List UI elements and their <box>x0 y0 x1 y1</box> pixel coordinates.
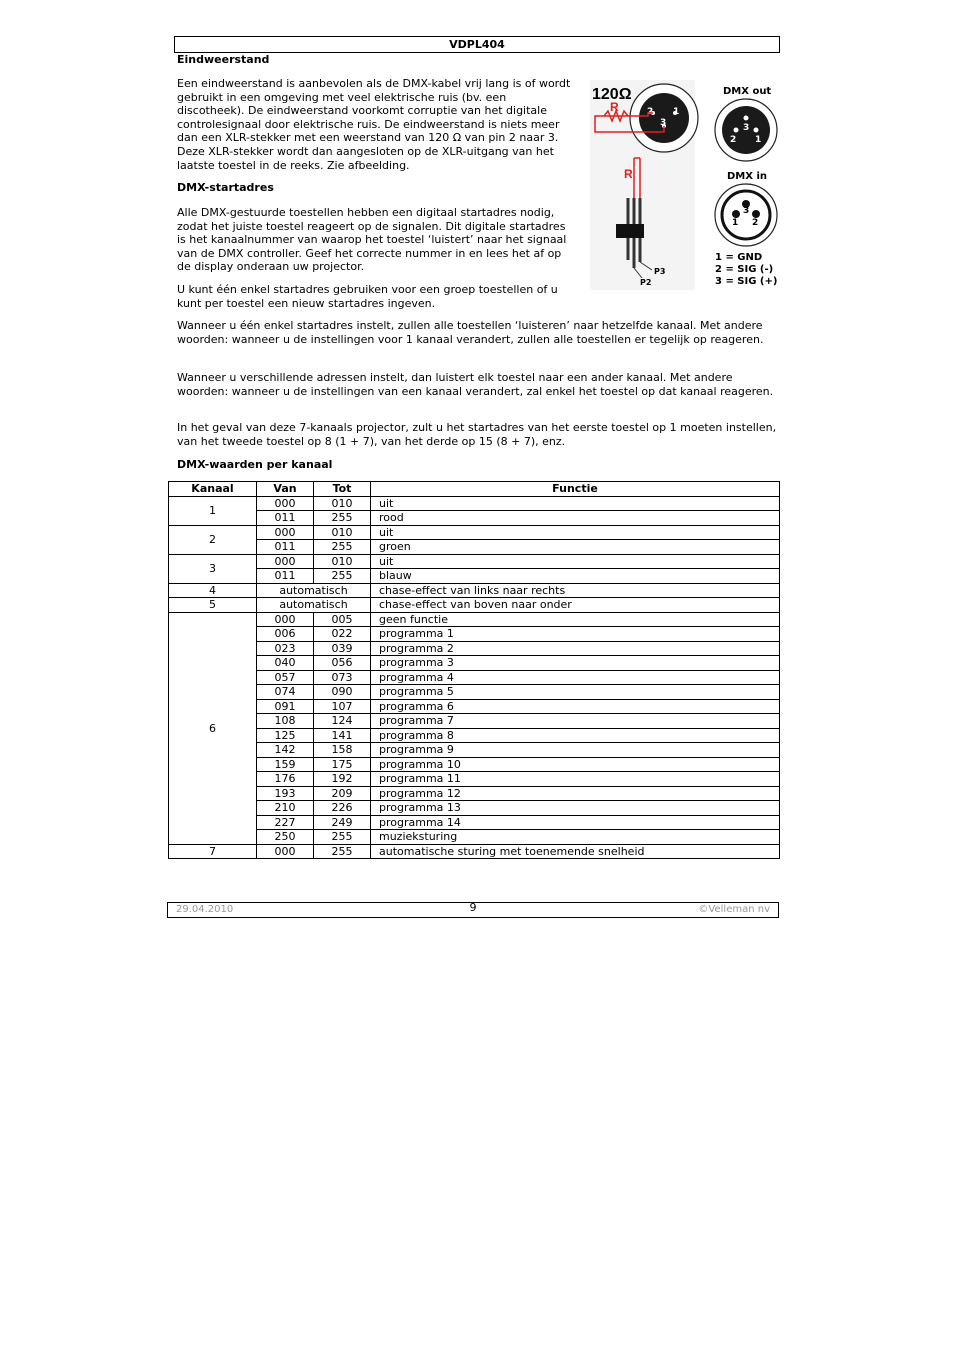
p2-label: P2 <box>640 278 652 287</box>
dmx-values-table <box>168 481 780 859</box>
start-address-p1: Alle DMX-gestuurde toestellen hebben een digitaal startadres nodig, zodat het juiste toestel reageert op de signalen. Dit digitale startadres is het kanaalnummer van waarop het toestel ‘luistert’ naar het signaal van de DMX controller. Geef het correcte nummer in en lees het af op de display onderaan uw projector. <box>177 206 567 274</box>
function-cell: programma 8 <box>371 728 780 743</box>
dmx-out-pin2-dot <box>734 128 739 133</box>
table-row <box>169 496 780 511</box>
to-cell: 249 <box>314 815 371 830</box>
function-cell: rood <box>371 511 780 526</box>
dmx-out-pin1-dot <box>754 128 759 133</box>
from-cell: 000 <box>257 525 314 540</box>
from-cell: 142 <box>257 743 314 758</box>
from-cell: 023 <box>257 641 314 656</box>
heading-terminator: Eindweerstand <box>177 53 270 66</box>
table-row <box>169 699 780 714</box>
to-cell: 039 <box>314 641 371 656</box>
term-pin3-label: 3 <box>660 118 667 128</box>
channel-cell: 2 <box>169 525 257 554</box>
resistor-label-top: R <box>610 100 619 114</box>
table-row <box>169 743 780 758</box>
from-cell: 250 <box>257 830 314 845</box>
dmx-in-label: DMX in <box>727 171 767 182</box>
start-address-p2: U kunt één enkel startadres gebruiken voor een groep toestellen of u kunt per toestel een nieuw startadres ingeven. <box>177 283 558 310</box>
dmx-out-pin2-label: 2 <box>730 135 737 145</box>
table-row <box>169 801 780 816</box>
table-row <box>169 656 780 671</box>
table-row <box>169 830 780 845</box>
start-address-p4: Wanneer u verschillende adressen instelt, dan luistert elk toestel naar een ander kanaal. Met andere woorden: wanneer u de instellingen van een kanaal verandert, zal enkel het toestel op dat kanaal reageren. <box>177 371 774 398</box>
to-cell: 073 <box>314 670 371 685</box>
from-cell: 000 <box>257 496 314 511</box>
function-cell: blauw <box>371 569 780 584</box>
dmx-in-pin1-label: 1 <box>732 218 739 228</box>
terminator-text: Een eindweerstand is aanbevolen als de DMX-kabel vrij lang is of wordt gebruikt in een omgeving met veel elektrische ruis (bv. een discotheek). De eindweerstand voorkomt corruptie van het digitale controlesignaal door elektrische ruis. De eindweerstand is niets meer dan een XLR-stekker met een weerstand van 120 Ω van pin 2 naar 3. Deze XLR-stekker wordt dan aangesloten op de XLR-uitgang van het laatste toestel in de reeks. Zie afbeelding. <box>177 77 571 172</box>
table-row <box>169 757 780 772</box>
function-cell: programma 6 <box>371 699 780 714</box>
function-cell: programma 10 <box>371 757 780 772</box>
to-cell: 010 <box>314 525 371 540</box>
from-cell: 193 <box>257 786 314 801</box>
table-row <box>169 569 780 584</box>
table-row <box>169 627 780 642</box>
to-cell: 090 <box>314 685 371 700</box>
channel-cell: 3 <box>169 554 257 583</box>
header-tot: Tot <box>314 482 371 497</box>
to-cell: 141 <box>314 728 371 743</box>
table-row <box>169 728 780 743</box>
from-cell: 176 <box>257 772 314 787</box>
header-block <box>616 224 644 238</box>
resistor-label-side: R <box>624 167 633 181</box>
header-functie: Functie <box>371 482 780 497</box>
to-cell: 022 <box>314 627 371 642</box>
footer-page-number: 9 <box>469 901 477 914</box>
function-cell: geen functie <box>371 612 780 627</box>
footer-copyright: ©Velleman nv <box>698 904 770 915</box>
table-row <box>169 511 780 526</box>
table-row <box>169 714 780 729</box>
dmx-in-pin1-dot <box>732 210 740 218</box>
document-footer <box>167 902 779 918</box>
from-cell: 159 <box>257 757 314 772</box>
from-cell: 000 <box>257 612 314 627</box>
from-cell: 011 <box>257 540 314 555</box>
from-cell: 011 <box>257 569 314 584</box>
function-cell: programma 14 <box>371 815 780 830</box>
dmx-out-pin1-label: 1 <box>755 135 762 145</box>
function-cell: uit <box>371 496 780 511</box>
table-row <box>169 844 780 859</box>
dmx-out-label: DMX out <box>723 86 772 97</box>
function-cell: programma 11 <box>371 772 780 787</box>
function-cell: programma 12 <box>371 786 780 801</box>
from-cell: 125 <box>257 728 314 743</box>
to-cell: 010 <box>314 554 371 569</box>
function-cell: programma 3 <box>371 656 780 671</box>
table-row <box>169 525 780 540</box>
to-cell: 175 <box>314 757 371 772</box>
to-cell: 255 <box>314 569 371 584</box>
channel-cell: 4 <box>169 583 257 598</box>
legend-sig-plus: 3 = SIG (+) <box>715 276 778 287</box>
to-cell: 255 <box>314 540 371 555</box>
channel-cell: 5 <box>169 598 257 613</box>
to-cell: 010 <box>314 496 371 511</box>
to-cell: 056 <box>314 656 371 671</box>
xlr-wiring-diagram <box>590 80 785 290</box>
function-cell: programma 13 <box>371 801 780 816</box>
table-row <box>169 772 780 787</box>
table-row <box>169 598 780 613</box>
from-cell: 210 <box>257 801 314 816</box>
table-header-row <box>169 482 780 497</box>
from-cell: 091 <box>257 699 314 714</box>
heading-start-address: DMX-startadres <box>177 181 274 194</box>
function-cell: chase-effect van boven naar onder <box>371 598 780 613</box>
from-cell: 074 <box>257 685 314 700</box>
from-cell: 057 <box>257 670 314 685</box>
footer-date: 29.04.2010 <box>176 904 234 915</box>
from-cell: 000 <box>257 844 314 859</box>
to-cell: 255 <box>314 844 371 859</box>
to-cell: 158 <box>314 743 371 758</box>
channel-cell: 6 <box>169 612 257 844</box>
to-cell: 255 <box>314 511 371 526</box>
table-row <box>169 641 780 656</box>
ohm-label: 120Ω <box>592 86 632 103</box>
function-cell: programma 4 <box>371 670 780 685</box>
dmx-out-pin3-dot <box>744 116 749 121</box>
to-cell: 226 <box>314 801 371 816</box>
channel-cell: 7 <box>169 844 257 859</box>
function-cell: chase-effect van links naar rechts <box>371 583 780 598</box>
table-row <box>169 670 780 685</box>
dmx-in-pin3-label: 3 <box>743 206 750 216</box>
table-row <box>169 685 780 700</box>
function-cell: programma 9 <box>371 743 780 758</box>
table-row <box>169 540 780 555</box>
table-row <box>169 612 780 627</box>
table-row <box>169 815 780 830</box>
to-cell: 005 <box>314 612 371 627</box>
start-address-p5: In het geval van deze 7-kanaals projector, zult u het startadres van het eerste toestel op 1 moeten instellen, van het tweede toestel op 8 (1 + 7), van het derde op 15 (8 + 7), enz. <box>177 421 777 448</box>
dmx-out-pin3-label: 3 <box>743 123 750 133</box>
p3-label: P3 <box>654 267 666 276</box>
function-cell: groen <box>371 540 780 555</box>
to-cell: 124 <box>314 714 371 729</box>
heading-dmx-values: DMX-waarden per kanaal <box>177 458 333 471</box>
function-cell: uit <box>371 554 780 569</box>
from-cell: 000 <box>257 554 314 569</box>
to-cell: 107 <box>314 699 371 714</box>
from-cell: 108 <box>257 714 314 729</box>
from-cell: 006 <box>257 627 314 642</box>
term-pin2-label: 2 <box>647 107 654 117</box>
xlr-diagram-svg <box>590 80 785 290</box>
table-row <box>169 554 780 569</box>
legend-gnd: 1 = GND <box>715 252 763 263</box>
to-cell: 209 <box>314 786 371 801</box>
header-kanaal: Kanaal <box>169 482 257 497</box>
function-cell: programma 5 <box>371 685 780 700</box>
function-cell: uit <box>371 525 780 540</box>
from-cell: 011 <box>257 511 314 526</box>
header-van: Van <box>257 482 314 497</box>
table-row <box>169 583 780 598</box>
to-cell: 255 <box>314 830 371 845</box>
range-cell: automatisch <box>257 583 371 598</box>
dmx-in-pin2-dot <box>752 210 760 218</box>
function-cell: programma 1 <box>371 627 780 642</box>
function-cell: automatische sturing met toenemende snelheid <box>371 844 780 859</box>
table-row <box>169 786 780 801</box>
from-cell: 227 <box>257 815 314 830</box>
channel-cell: 1 <box>169 496 257 525</box>
function-cell: programma 2 <box>371 641 780 656</box>
term-pin1-label: 1 <box>673 107 680 117</box>
to-cell: 192 <box>314 772 371 787</box>
from-cell: 040 <box>257 656 314 671</box>
start-address-p3: Wanneer u één enkel startadres instelt, zullen alle toestellen ‘luisteren’ naar hetzelfde kanaal. Met andere woorden: wanneer u de instellingen voor 1 kanaal verandert, zullen alle toestellen er tegelijk op reageren. <box>177 319 764 346</box>
dmx-in-pin2-label: 2 <box>752 218 759 228</box>
model-name: VDPL404 <box>449 38 505 51</box>
range-cell: automatisch <box>257 598 371 613</box>
function-cell: muzieksturing <box>371 830 780 845</box>
legend-sig-minus: 2 = SIG (-) <box>715 264 774 275</box>
function-cell: programma 7 <box>371 714 780 729</box>
document-header <box>174 36 780 53</box>
